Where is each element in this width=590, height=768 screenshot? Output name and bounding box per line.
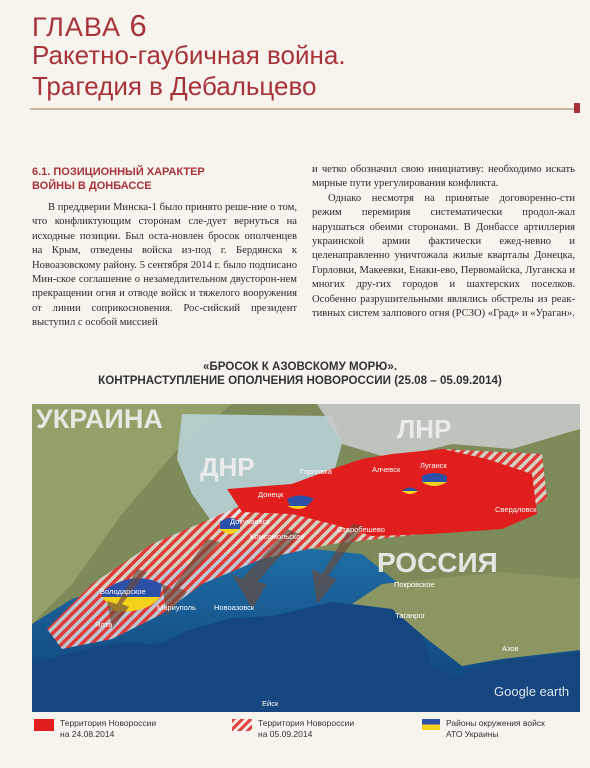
- legend-label: Районы окружения войск: [446, 718, 545, 728]
- label-lnr: ЛНР: [397, 414, 452, 444]
- city-sverdlovsk: Свердловск: [495, 505, 537, 514]
- legend-swatch-encircle: [422, 719, 440, 730]
- legend-swatch-solid: [34, 719, 54, 731]
- city-dokuchaevsk: Докучаевск: [230, 517, 270, 526]
- chapter-number: 6: [129, 8, 148, 43]
- label-ukraine: УКРАИНА: [36, 404, 163, 434]
- offensive-map: [32, 404, 580, 712]
- legend-swatch-hatched: [232, 719, 252, 731]
- legend-label: Территория Новороссии: [60, 718, 157, 728]
- city-starobeshevo: Старобешево: [337, 525, 385, 534]
- city-komsomolskoe: Комсомольское: [250, 532, 305, 541]
- city-alchevsk: Алчевск: [372, 465, 401, 474]
- google-earth-watermark: Google earth: [494, 684, 570, 699]
- legend-item-novorossia-2408: [34, 718, 156, 740]
- chapter-title: [32, 40, 346, 102]
- label-dnr: ДНР: [200, 452, 255, 482]
- city-azov: Азов: [502, 644, 519, 653]
- right-column: [312, 163, 575, 321]
- legend-label: Территория Новороссии: [258, 718, 355, 728]
- section-title: [32, 166, 297, 193]
- chapter-word: ГЛАВА: [32, 12, 121, 42]
- right-continuation: и четко обозначил свою инициативу: необходимо искать мирные пути урегулирования конфликта.: [312, 164, 575, 190]
- section-title-line2: ВОЙНЫ В ДОНБАССЕ: [32, 179, 152, 192]
- legend-label: на 05.09.2014: [258, 729, 313, 739]
- legend-label: АТО Украины: [446, 729, 499, 739]
- section-title-line1: 6.1. ПОЗИЦИОННЫЙ ХАРАКТЕР: [32, 166, 205, 178]
- map-heading: [30, 360, 570, 388]
- map-heading-line1: «БРОСОК К АЗОВСКОМУ МОРЮ».: [202, 360, 398, 373]
- legend-item-encirclement: [422, 718, 545, 740]
- title-divider: [30, 108, 580, 110]
- map-heading-line2: КОНТРНАСТУПЛЕНИЕ ОПОЛЧЕНИЯ НОВОРОССИИ (25.08 – 05.09.2014): [98, 374, 502, 387]
- city-pokrovskoe: Покровское: [394, 580, 435, 589]
- city-eisk: Ейск: [262, 699, 279, 708]
- map-legend: [32, 714, 580, 764]
- chapter-title-line1: Ракетно-гаубичная война.: [32, 40, 346, 70]
- right-paragraph: Однако несмотря на принятые договоренно-сти режим перемирия систематически продол-жал нарушаться обеими сторонами. В Донбассе артиллерия украинской армии фактически ежед-невно и целенаправленно уничтожала жилые кварталы Донецка, Горловки, Макеевки, Енаки-ево, Первомайска, Луганска и многих дру-гих городов и шахтерских поселков. Особенно разрушительными являлись обстрелы из реак-тивных систем залпового огня (РСЗО) «Град» и «Ураган».: [312, 192, 575, 320]
- city-volodarskoe: Володарское: [100, 587, 146, 596]
- city-mariupol: Мариуполь: [157, 603, 196, 612]
- city-lugansk: Луганск: [420, 461, 447, 470]
- chapter-title-line2: Трагедия в Дебальцево: [32, 71, 317, 101]
- city-yalta: Ялта: [95, 620, 113, 629]
- city-gorlovka: Горловка: [300, 467, 332, 476]
- city-novoazovsk: Новоазовск: [214, 603, 255, 612]
- left-paragraph: В преддверии Минска-1 было принято реше-ние о том, что конфликтующим сторонам сле-дует вернуться на исходные позиции. Был оста-новлен бросок ополченцев на Крым, отведены войска из-под г. Бердянска к Новоазовскому району. 5 сентября 2014 г. было подписано Мин-ское соглашение о незамедлительном двусторон-нем прекращении огня и отводе войск и тяжелого вооружения от линии соприкосновения. Рос-сийский президент выступил с особой миссией: [32, 202, 297, 329]
- left-column: [32, 166, 297, 331]
- legend-label: на 24.08.2014: [60, 729, 115, 739]
- city-taganrog: Таганрог: [395, 611, 426, 620]
- chapter-label: [32, 8, 148, 44]
- title-divider-cap: [574, 103, 580, 113]
- legend-item-novorossia-0509: [232, 718, 354, 740]
- label-russia: РОССИЯ: [377, 547, 498, 578]
- city-donetsk: Донецк: [258, 490, 284, 499]
